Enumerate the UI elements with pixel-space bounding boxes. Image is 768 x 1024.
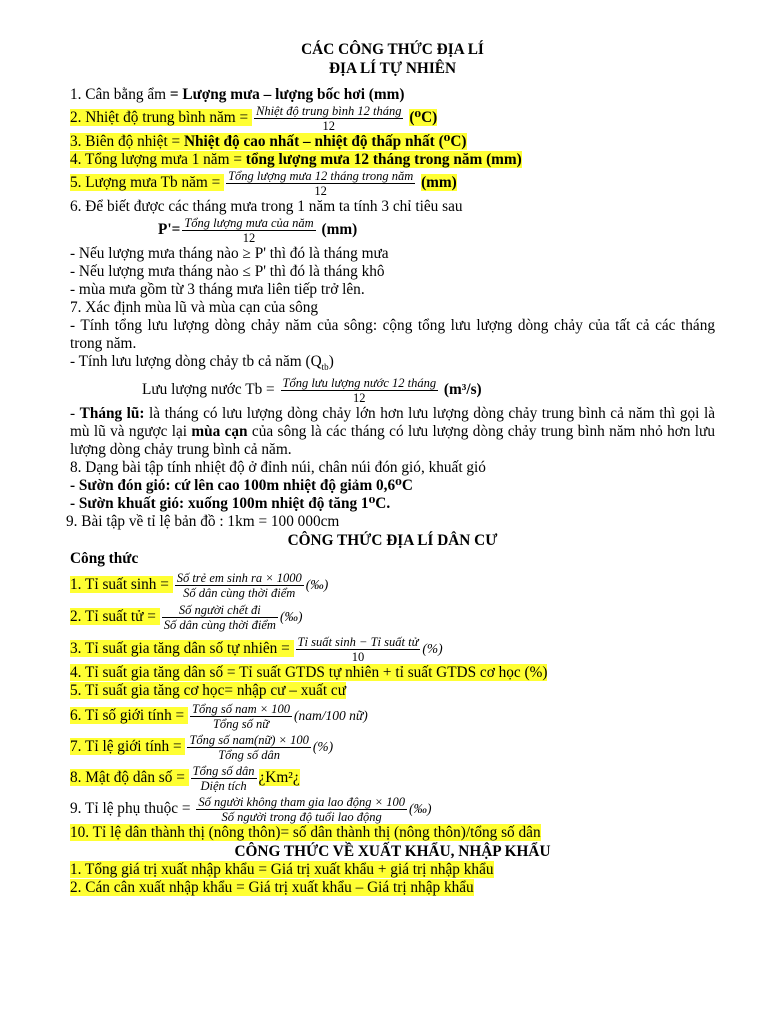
item-7-step-1: - Tính tổng lưu lượng dòng chảy năm của sông: cộng tổng lưu lượng dòng chảy của tất cả các tháng trong năm. [70, 317, 715, 352]
pop-formula-8: 8. Mật độ dân số = Tổng số dân Diện tích ¿Km²¿ [70, 764, 300, 794]
fraction: Tổng lượng mưa của năm 12 [184, 216, 314, 245]
item-1: 1. Cân bằng ẩm = Lượng mưa – lượng bốc hơi (mm) [70, 86, 405, 103]
pop-formula-10: 10. Tỉ lệ dân thành thị (nông thôn)= số dân thành thị (nông thôn)/tổng số dân [70, 824, 541, 842]
item-6-rule-3: - mùa mưa gồm từ 3 tháng mưa liên tiếp trở lên. [70, 281, 365, 298]
pop-formula-2: 2. Tỉ suất tử = Số người chết đi Số dân cùng thời điểm (‰) [70, 603, 303, 633]
pop-formula-4: 4. Tỉ suất gia tăng dân số = Tỉ suất GTDS tự nhiên + tỉ suất GTDS cơ học (%) [70, 664, 548, 682]
pop-formula-3: 3. Tỉ suất gia tăng dân số tự nhiên = Tỉ suất sinh − Tỉ suất tử 10 (%) [70, 635, 443, 665]
item-2: 2. Nhiệt độ trung bình năm = Nhiệt độ trung bình 12 tháng 12 (⁰C) [70, 104, 438, 133]
fraction: Tổng số nam(nữ) × 100 Tổng số dân [189, 733, 309, 763]
item-5: 5. Lượng mưa Tb năm = Tổng lượng mưa 12 tháng trong năm 12 (mm) [70, 169, 457, 198]
fraction: Nhiệt độ trung bình 12 tháng 12 [255, 104, 402, 133]
fraction: Tổng số dân Diện tích [192, 764, 255, 794]
trade-formula-1: 1. Tổng giá trị xuất nhập khẩu = Giá trị xuất khẩu + giá trị nhập khẩu [70, 861, 494, 879]
item-9: 9. Bài tập về tỉ lệ bản đồ : 1km = 100 000cm [66, 513, 340, 531]
item-6-rule-2: - Nếu lượng mưa tháng nào ≤ P' thì đó là tháng khô [70, 263, 385, 280]
item-3: 3. Biên độ nhiệt = Nhiệt độ cao nhất – nhiệt độ thấp nhất (⁰C) [70, 133, 467, 150]
pop-formula-1: 1. Tỉ suất sinh = Số trẻ em sinh ra × 1000 Số dân cùng thời điểm (‰) [70, 571, 329, 601]
fraction: Tổng số nam × 100 Tổng số nữ [192, 702, 291, 732]
fraction: Tỉ suất sinh − Tỉ suất tử 10 [297, 635, 419, 665]
fraction: Tổng lượng mưa 12 tháng trong năm 12 [228, 169, 414, 198]
pop-formula-6: 6. Tỉ số giới tính = Tổng số nam × 100 Tổng số nữ (nam/100 nữ) [70, 702, 368, 732]
item-8-windward: - Sườn đón gió: cứ lên cao 100m nhiệt độ giảm 0,6⁰C [70, 477, 413, 495]
item-4: 4. Tổng lượng mưa 1 năm = tổng lượng mưa 12 tháng trong năm (mm) [70, 151, 522, 168]
fraction: Số trẻ em sinh ra × 1000 Số dân cùng thời điểm [176, 571, 302, 601]
pop-formula-9: 9. Tỉ lệ phụ thuộc = Số người không tham gia lao động × 100 Số người trong độ tuổi lao động (‰) [70, 795, 432, 825]
item-6: 6. Để biết được các tháng mưa trong 1 năm ta tính 3 chỉ tiêu sau [70, 198, 463, 215]
item-8-leeward: - Sườn khuất gió: xuống 100m nhiệt độ tăng 1⁰C. [70, 495, 391, 513]
item-8: 8. Dạng bài tập tính nhiệt độ ở đỉnh núi, chân núi đón gió, khuất gió [70, 459, 486, 477]
pop-formula-5: 5. Tỉ suất gia tăng cơ học= nhập cư – xuất cư [70, 682, 346, 700]
doc-title: CÁC CÔNG THỨC ĐỊA LÍ [301, 41, 484, 58]
item-6-rule-1: - Nếu lượng mưa tháng nào ≥ P' thì đó là tháng mưa [70, 245, 389, 262]
fraction: Số người chết đi Số dân cùng thời điểm [163, 603, 276, 633]
fraction: Số người không tham gia lao động × 100 Số người trong độ tuổi lao động [198, 795, 405, 825]
item-6-formula: P'= Tổng lượng mưa của năm 12 (mm) [158, 216, 358, 245]
section-population-sub: Công thức [70, 550, 139, 568]
item-7-formula: Lưu lượng nước Tb = Tổng lưu lượng nước 12 tháng 12 (m³/s) [142, 376, 482, 406]
section-population-heading: CÔNG THỨC ĐỊA LÍ DÂN CƯ [287, 532, 498, 550]
item-7-definition: - Tháng lũ: là tháng có lưu lượng dòng chảy lớn hơn lưu lượng dòng chảy trung bình cả năm thì gọi là mù lũ và ngược lại mùa cạn của sông là các tháng có lưu lượng dòng chảy trung bình năm nhỏ hơn lưu lượng dòng chảy trung bình cả năm. [70, 405, 716, 459]
doc-subtitle: ĐỊA LÍ TỰ NHIÊN [328, 60, 457, 77]
item-7-step-2: - Tính lưu lượng dòng chảy tb cả năm $(Q_{tb})$ [70, 353, 334, 373]
document-page [66, 40, 716, 897]
trade-formula-2: 2. Cán cân xuất nhập khẩu = Giá trị xuất khẩu – Giá trị nhập khẩu [70, 879, 474, 897]
item-7: 7. Xác định mùa lũ và mùa cạn của sông [70, 299, 319, 316]
fraction: Tổng lưu lượng nước 12 tháng 12 [282, 376, 437, 406]
section-trade-heading: CÔNG THỨC VỀ XUẤT KHẨU, NHẬP KHẨU [234, 843, 551, 861]
pop-formula-7: 7. Tỉ lệ giới tính = Tổng số nam(nữ) × 100 Tổng số dân (%) [70, 733, 334, 763]
